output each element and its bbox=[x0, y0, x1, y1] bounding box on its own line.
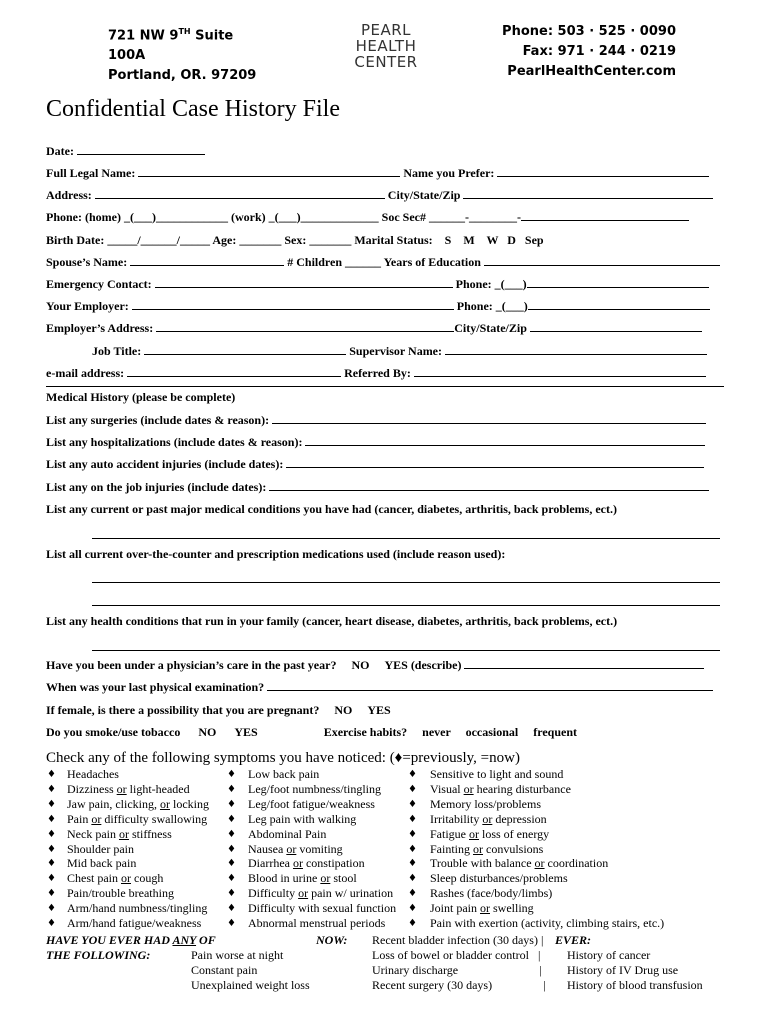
previously-bullet-icon[interactable]: ♦ bbox=[227, 918, 236, 929]
section-divider bbox=[46, 386, 724, 387]
date-field[interactable] bbox=[77, 143, 205, 155]
the-following-label: THE FOLLOWING: bbox=[46, 948, 151, 962]
symptom-item[interactable]: Joint pain or swelling bbox=[430, 901, 534, 916]
previously-bullet-icon[interactable]: ♦ bbox=[408, 798, 417, 810]
job-injuries-label: List any on the job injuries (include dates): bbox=[46, 480, 267, 494]
address-line1: 721 NW 9 bbox=[108, 28, 179, 44]
clinic-fax: Fax: 971 · 244 · 0219 bbox=[522, 44, 676, 59]
years-education-field[interactable] bbox=[484, 254, 720, 266]
family-conditions-row: List any health conditions that run in your family (cancer, heart disease, diabetes, arthritis, back problems, ect.) bbox=[46, 614, 618, 628]
bottom-col-c-2[interactable]: History of blood transfusion bbox=[567, 978, 703, 992]
referred-by-field[interactable] bbox=[414, 365, 706, 377]
symptom-item[interactable]: Trouble with balance or coordination bbox=[430, 856, 609, 871]
symptom-item[interactable]: Shoulder pain bbox=[67, 841, 134, 856]
bottom-col-a-0[interactable]: Pain worse at night bbox=[191, 948, 284, 962]
symptom-item[interactable]: Arm/hand numbness/tingling bbox=[67, 901, 208, 916]
previously-bullet-icon[interactable]: ♦ bbox=[408, 813, 417, 825]
previously-bullet-icon[interactable]: ♦ bbox=[227, 903, 236, 915]
marital-options[interactable]: S M W D Sep bbox=[444, 233, 544, 247]
last-physical-field[interactable] bbox=[267, 679, 713, 691]
ever-label: EVER: bbox=[555, 933, 592, 947]
job-row bbox=[92, 343, 722, 359]
email-label: e-mail address: bbox=[46, 366, 125, 380]
last-physical-label: When was your last physical examination? bbox=[46, 680, 265, 694]
previously-bullet-icon[interactable]: ♦ bbox=[47, 783, 56, 795]
symptom-item[interactable]: Leg/foot numbness/tingling bbox=[248, 781, 381, 796]
address-field[interactable] bbox=[95, 187, 385, 199]
bottom-col-b-0[interactable]: Recent bladder infection (30 days) | bbox=[372, 933, 544, 947]
logo-line2: HEALTH bbox=[355, 37, 417, 55]
exercise-label: Exercise habits? bbox=[323, 725, 408, 739]
previously-bullet-icon[interactable]: ♦ bbox=[408, 888, 417, 900]
family-conditions-line[interactable] bbox=[92, 649, 720, 651]
previously-bullet-icon[interactable]: ♦ bbox=[47, 828, 56, 840]
city-state-zip-field[interactable] bbox=[463, 187, 713, 199]
bottom-col-a-2[interactable]: Unexplained weight loss bbox=[191, 978, 310, 992]
medications-row: List all current over-the-counter and prescription medications used (include reason used): bbox=[46, 547, 506, 561]
previously-bullet-icon[interactable]: ♦ bbox=[408, 843, 417, 855]
now-label: NOW: bbox=[316, 933, 348, 947]
years-education-label: Years of Education bbox=[383, 255, 481, 269]
symptom-item[interactable]: Pain with exertion (activity, climbing stairs, etc.) bbox=[430, 916, 665, 930]
referred-by-label: Referred By: bbox=[344, 366, 411, 380]
job-title-label: Job Title: bbox=[92, 344, 142, 358]
symptom-item[interactable]: Pain/trouble breathing bbox=[67, 886, 174, 901]
full-legal-name-label: Full Legal Name: bbox=[46, 166, 136, 180]
job-title-field[interactable] bbox=[144, 343, 346, 355]
pregnant-label: If female, is there a possibility that you are pregnant? bbox=[46, 703, 320, 717]
age-label[interactable]: Age: _______ bbox=[212, 233, 282, 247]
employer-phone-field[interactable] bbox=[528, 298, 710, 310]
previously-bullet-icon[interactable]: ♦ bbox=[47, 903, 56, 915]
bottom-col-c-0[interactable]: History of cancer bbox=[567, 948, 651, 962]
previously-bullet-icon[interactable]: ♦ bbox=[47, 918, 56, 929]
auto-accident-row bbox=[46, 456, 726, 472]
surgeries-field[interactable] bbox=[272, 412, 706, 424]
emergency-row bbox=[46, 276, 726, 292]
symptom-item[interactable]: Memory loss/problems bbox=[430, 796, 541, 811]
pregnant-no[interactable]: NO bbox=[334, 703, 353, 717]
medical-history-heading: Medical History (please be complete) bbox=[46, 390, 236, 404]
symptom-item[interactable]: Diarrhea or constipation bbox=[248, 856, 365, 871]
bottom-col-b-2[interactable]: Urinary discharge | bbox=[372, 963, 542, 977]
hospitalizations-row bbox=[46, 434, 726, 450]
symptom-item[interactable]: Sleep disturbances/problems bbox=[430, 871, 568, 886]
email-field[interactable] bbox=[127, 365, 341, 377]
children-label[interactable]: # Children ______ bbox=[287, 255, 382, 269]
address-line2: 100A bbox=[108, 48, 146, 64]
previously-bullet-icon[interactable]: ♦ bbox=[47, 843, 56, 855]
previously-bullet-icon[interactable]: ♦ bbox=[47, 798, 56, 810]
employer-phone-label[interactable]: Phone: _(___) bbox=[456, 299, 528, 313]
address-row bbox=[46, 187, 726, 203]
previously-bullet-icon[interactable]: ♦ bbox=[47, 888, 56, 900]
previously-bullet-icon[interactable]: ♦ bbox=[47, 769, 56, 780]
exercise-never[interactable]: never bbox=[422, 725, 451, 739]
previously-bullet-icon[interactable]: ♦ bbox=[47, 813, 56, 825]
previously-bullet-icon[interactable]: ♦ bbox=[408, 858, 417, 870]
phone-row bbox=[46, 209, 726, 225]
tobacco-label: Do you smoke/use tobacco bbox=[46, 725, 181, 739]
hospitalizations-label: List any hospitalizations (include dates & reason): bbox=[46, 435, 303, 449]
surgeries-label: List any surgeries (include dates & reason): bbox=[46, 413, 270, 427]
logo-line1: PEARL bbox=[360, 21, 412, 39]
symptom-item[interactable]: Sensitive to light and sound bbox=[430, 767, 564, 781]
clinic-address bbox=[108, 22, 256, 86]
job-injuries-field[interactable] bbox=[269, 479, 709, 491]
employer-city-label: City/State/Zip bbox=[454, 321, 527, 335]
soc-sec-label[interactable]: Soc Sec# ______-________- bbox=[381, 210, 521, 224]
symptom-item[interactable]: Difficulty or pain w/ urination bbox=[248, 886, 394, 901]
employer-address-label: Employer’s Address: bbox=[46, 321, 154, 335]
previously-bullet-icon[interactable]: ♦ bbox=[47, 873, 56, 885]
birth-row bbox=[46, 232, 726, 248]
symptom-item[interactable]: Leg pain with walking bbox=[248, 811, 357, 826]
phone-work-label[interactable]: (work) _(___)_____________ bbox=[230, 210, 379, 224]
employer-row bbox=[46, 298, 726, 314]
employer-field[interactable] bbox=[132, 298, 454, 310]
clinic-website[interactable]: PearlHealthCenter.com bbox=[507, 64, 676, 79]
address-sup: TH bbox=[178, 27, 191, 36]
supervisor-field[interactable] bbox=[445, 343, 707, 355]
symptom-item[interactable]: Nausea or vomiting bbox=[248, 841, 343, 856]
previously-bullet-icon[interactable]: ♦ bbox=[227, 873, 236, 885]
birth-date-label[interactable]: Birth Date: _____/______/_____ bbox=[46, 233, 210, 247]
symptom-item[interactable]: Blood in urine or stool bbox=[248, 871, 357, 886]
spouse-name-field[interactable] bbox=[130, 254, 284, 266]
spouse-name-label: Spouse’s Name: bbox=[46, 255, 128, 269]
symptom-item[interactable]: Fainting or convulsions bbox=[430, 841, 544, 856]
emergency-contact-field[interactable] bbox=[155, 276, 453, 288]
name-prefer-field[interactable] bbox=[497, 165, 709, 177]
physical-row bbox=[46, 679, 726, 695]
logo-line3: CENTER bbox=[354, 53, 418, 71]
symptom-item[interactable]: Jaw pain, clicking, or locking bbox=[67, 796, 209, 811]
phone-home-label[interactable]: Phone: (home) _(___)____________ bbox=[46, 210, 228, 224]
symptom-item[interactable]: Leg/foot fatigue/weakness bbox=[248, 796, 375, 811]
bottom-col-b-1[interactable]: Loss of bowel or bladder control | bbox=[372, 948, 541, 962]
supervisor-label: Supervisor Name: bbox=[349, 344, 443, 358]
symptom-item[interactable]: Visual or hearing disturbance bbox=[430, 781, 571, 796]
previously-bullet-icon[interactable]: ♦ bbox=[227, 843, 236, 855]
previously-bullet-icon[interactable]: ♦ bbox=[227, 783, 236, 795]
address-line3: Portland, OR. 97209 bbox=[108, 68, 257, 84]
previously-bullet-icon[interactable]: ♦ bbox=[408, 828, 417, 840]
exercise-frequent[interactable]: frequent bbox=[533, 725, 578, 739]
surgeries-row bbox=[46, 412, 726, 428]
previously-bullet-icon[interactable]: ♦ bbox=[408, 769, 417, 780]
tobacco-yes[interactable]: YES bbox=[234, 725, 258, 739]
symptom-item[interactable]: Mid back pain bbox=[67, 856, 137, 871]
date-row bbox=[46, 143, 726, 159]
spouse-row bbox=[46, 254, 726, 270]
tobacco-row bbox=[46, 724, 726, 740]
previously-bullet-icon[interactable]: ♦ bbox=[408, 918, 417, 929]
symptom-item[interactable]: Chest pain or cough bbox=[67, 871, 164, 886]
symptom-item[interactable]: Headaches bbox=[67, 767, 119, 781]
have-you-ever-label: HAVE YOU EVER HAD ANY OF bbox=[46, 933, 216, 947]
exercise-occasional[interactable]: occasional bbox=[465, 725, 519, 739]
employer-city-field[interactable] bbox=[530, 320, 702, 332]
symptom-item[interactable]: Rashes (face/body/limbs) bbox=[430, 886, 553, 901]
marital-status-label: Marital Status: bbox=[354, 233, 433, 247]
bottom-col-a-1[interactable]: Constant pain bbox=[191, 963, 258, 977]
symptom-item[interactable]: Abdominal Pain bbox=[248, 826, 327, 841]
symptom-item[interactable]: Arm/hand fatigue/weakness bbox=[67, 916, 202, 930]
previously-bullet-icon[interactable]: ♦ bbox=[227, 888, 236, 900]
previously-bullet-icon[interactable]: ♦ bbox=[408, 783, 417, 795]
employer-address-row bbox=[46, 320, 726, 336]
physician-row bbox=[46, 657, 726, 673]
previously-bullet-icon[interactable]: ♦ bbox=[227, 798, 236, 810]
bottom-col-b-3[interactable]: Recent surgery (30 days) | bbox=[372, 978, 546, 992]
physician-yes[interactable]: YES (describe) bbox=[384, 658, 462, 672]
symptom-item[interactable]: Fatigue or loss of energy bbox=[430, 826, 550, 841]
page-title: Confidential Case History File bbox=[46, 96, 340, 122]
auto-accident-field[interactable] bbox=[286, 456, 704, 468]
previously-bullet-icon[interactable]: ♦ bbox=[408, 873, 417, 885]
job-injuries-row bbox=[46, 479, 726, 495]
clinic-phone: Phone: 503 · 525 · 0090 bbox=[502, 24, 676, 39]
soc-sec-field[interactable] bbox=[521, 209, 689, 221]
address-label: Address: bbox=[46, 188, 92, 202]
hospitalizations-field[interactable] bbox=[305, 434, 705, 446]
emergency-contact-label: Emergency Contact: bbox=[46, 277, 152, 291]
medications-line-2[interactable] bbox=[92, 604, 720, 606]
sex-label[interactable]: Sex: _______ bbox=[284, 233, 352, 247]
symptom-item[interactable]: Difficulty with sexual function bbox=[248, 901, 397, 916]
pregnant-yes[interactable]: YES bbox=[367, 703, 391, 717]
medications-line-1[interactable] bbox=[92, 581, 720, 583]
symptom-item[interactable]: Dizziness or light-headed bbox=[67, 781, 190, 796]
symptom-item[interactable]: Neck pain or stiffness bbox=[67, 826, 172, 841]
symptom-item[interactable]: Low back pain bbox=[248, 767, 320, 781]
name-prefer-label: Name you Prefer: bbox=[403, 166, 495, 180]
emergency-phone-field[interactable] bbox=[527, 276, 709, 288]
emergency-phone-label[interactable]: Phone: _(___) bbox=[455, 277, 527, 291]
major-conditions-line[interactable] bbox=[92, 537, 720, 539]
clinic-contact bbox=[476, 22, 676, 82]
physician-describe-field[interactable] bbox=[464, 657, 704, 669]
email-row bbox=[46, 365, 726, 381]
previously-bullet-icon[interactable]: ♦ bbox=[227, 769, 236, 780]
address-line1-rest: Suite bbox=[190, 28, 234, 44]
symptom-item[interactable]: Abnormal menstrual periods bbox=[248, 916, 386, 930]
previously-bullet-icon[interactable]: ♦ bbox=[47, 858, 56, 870]
symptom-item[interactable]: Irritability or depression bbox=[430, 811, 547, 826]
full-legal-name-field[interactable] bbox=[138, 165, 400, 177]
city-state-zip-label: City/State/Zip bbox=[387, 188, 461, 202]
symptoms-title: Check any of the following symptoms you have noticed: (♦=previously, =now) bbox=[46, 750, 520, 766]
date-label: Date: bbox=[46, 144, 74, 158]
previously-bullet-icon[interactable]: ♦ bbox=[408, 903, 417, 915]
bottom-col-c-1[interactable]: History of IV Drug use bbox=[567, 963, 679, 977]
auto-accident-label: List any auto accident injuries (include dates): bbox=[46, 457, 284, 471]
previously-bullet-icon[interactable]: ♦ bbox=[227, 858, 236, 870]
major-conditions-row: List any current or past major medical conditions you have had (cancer, diabetes, arthritis, back problems, ect.) bbox=[46, 502, 617, 516]
tobacco-no[interactable]: NO bbox=[198, 725, 217, 739]
pregnant-row bbox=[46, 702, 726, 718]
name-row bbox=[46, 165, 726, 181]
physician-no[interactable]: NO bbox=[351, 658, 370, 672]
physician-care-label: Have you been under a physician’s care in the past year? bbox=[46, 658, 337, 672]
previously-bullet-icon[interactable]: ♦ bbox=[227, 813, 236, 825]
employer-address-field[interactable] bbox=[156, 320, 454, 332]
clinic-logo bbox=[336, 22, 436, 70]
employer-label: Your Employer: bbox=[46, 299, 129, 313]
previously-bullet-icon[interactable]: ♦ bbox=[227, 828, 236, 840]
symptom-item[interactable]: Pain or difficulty swallowing bbox=[67, 811, 208, 826]
